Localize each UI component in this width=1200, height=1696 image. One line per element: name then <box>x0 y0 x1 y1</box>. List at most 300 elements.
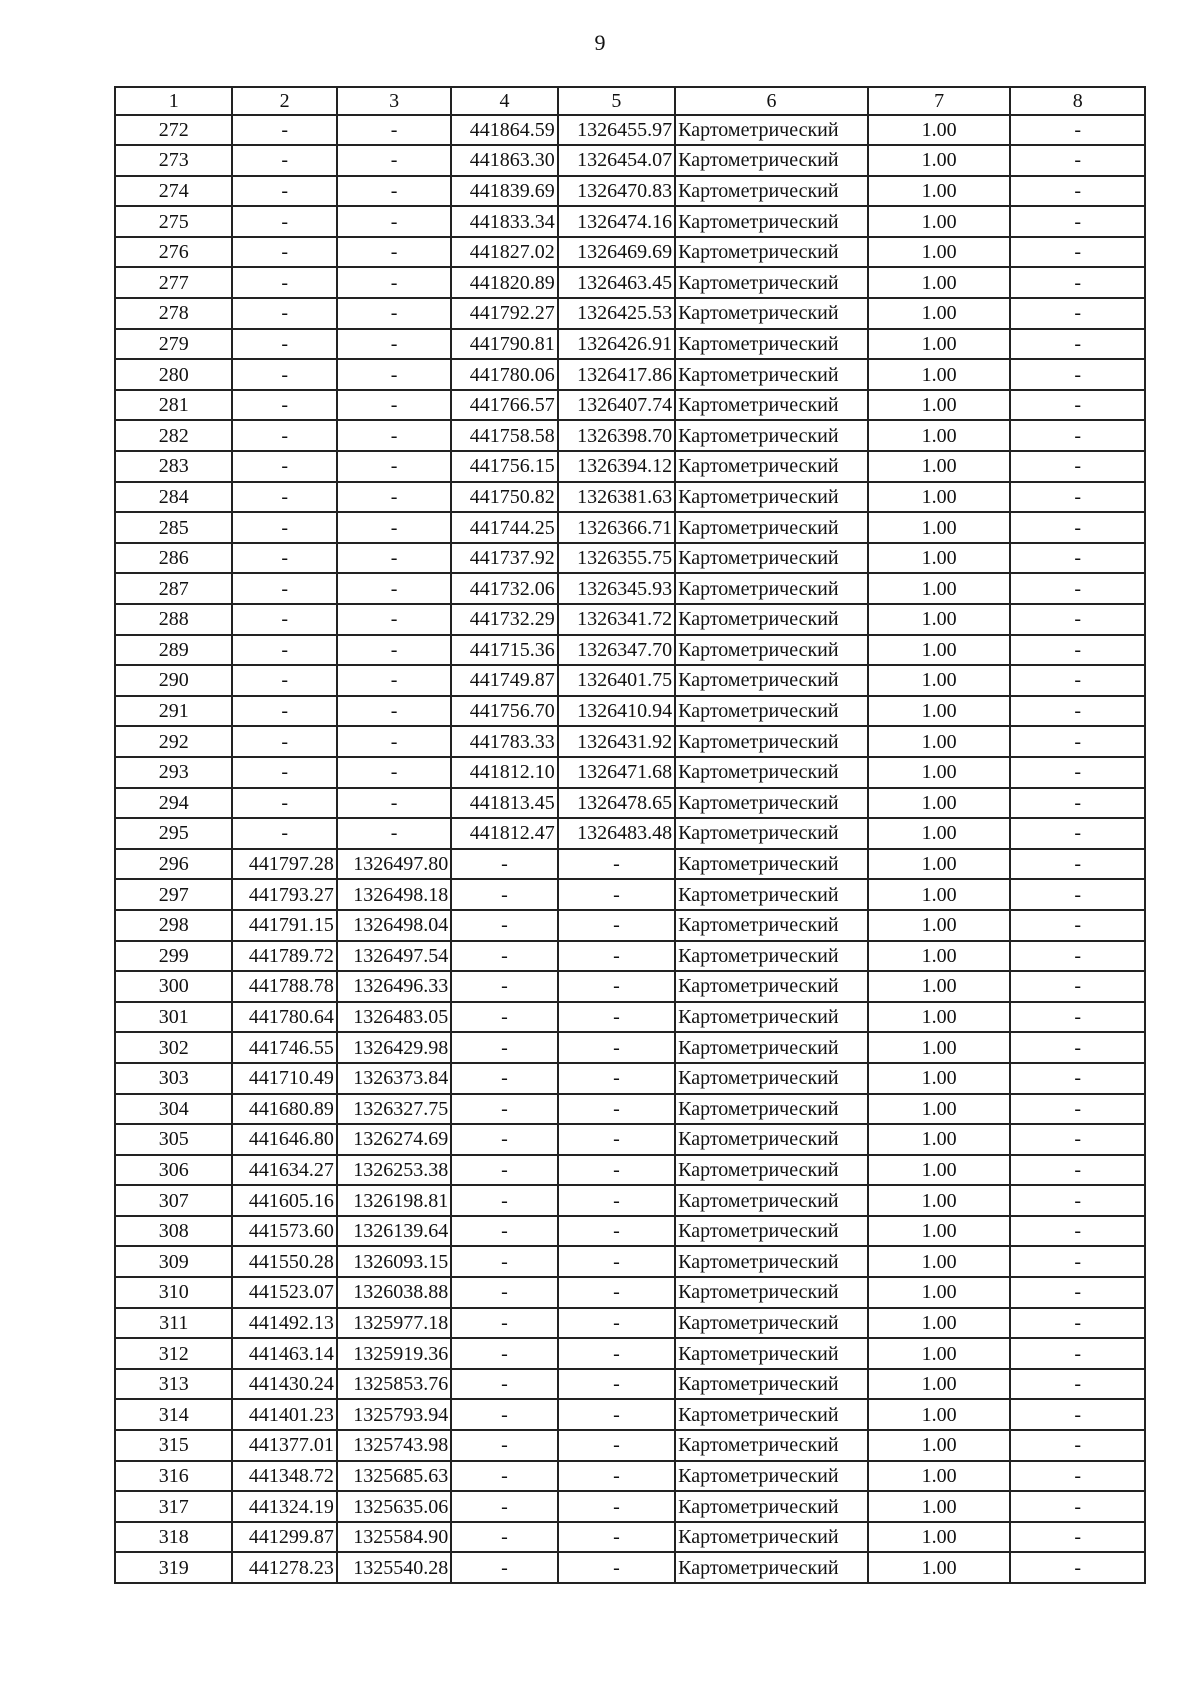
accuracy-cell: 1.00 <box>868 145 1011 176</box>
accuracy-cell: 1.00 <box>868 1552 1011 1583</box>
table-row <box>115 420 1145 451</box>
point-number-cell: 309 <box>115 1246 232 1277</box>
x-new-cell: - <box>451 1185 557 1216</box>
table-row <box>115 1032 1145 1063</box>
method-cell: Картометрический <box>675 726 868 757</box>
description-cell: - <box>1010 818 1145 849</box>
y-old-cell: - <box>337 482 451 513</box>
y-new-cell: - <box>558 1308 675 1339</box>
method-cell: Картометрический <box>675 696 868 727</box>
point-number-cell: 292 <box>115 726 232 757</box>
y-new-cell: 1326417.86 <box>558 359 675 390</box>
x-old-cell: - <box>232 237 336 268</box>
y-old-cell: - <box>337 115 451 146</box>
table-row <box>115 298 1145 329</box>
y-new-cell: - <box>558 849 675 880</box>
column-header: 8 <box>1010 87 1145 115</box>
point-number-cell: 303 <box>115 1063 232 1094</box>
y-new-cell: 1326407.74 <box>558 390 675 421</box>
x-old-cell: 441278.23 <box>232 1552 336 1583</box>
description-cell: - <box>1010 1399 1145 1430</box>
column-header: 3 <box>337 87 451 115</box>
point-number-cell: 280 <box>115 359 232 390</box>
point-number-cell: 274 <box>115 176 232 207</box>
coordinates-table <box>114 86 1146 1584</box>
method-cell: Картометрический <box>675 1002 868 1033</box>
y-old-cell: 1325853.76 <box>337 1369 451 1400</box>
description-cell: - <box>1010 1491 1145 1522</box>
x-old-cell: - <box>232 420 336 451</box>
method-cell: Картометрический <box>675 237 868 268</box>
x-new-cell: 441766.57 <box>451 390 557 421</box>
description-cell: - <box>1010 451 1145 482</box>
description-cell: - <box>1010 1216 1145 1247</box>
description-cell: - <box>1010 1461 1145 1492</box>
x-old-cell: - <box>232 818 336 849</box>
point-number-cell: 310 <box>115 1277 232 1308</box>
x-new-cell: - <box>451 849 557 880</box>
point-number-cell: 298 <box>115 910 232 941</box>
description-cell: - <box>1010 359 1145 390</box>
y-new-cell: - <box>558 941 675 972</box>
x-new-cell: 441792.27 <box>451 298 557 329</box>
y-new-cell: - <box>558 1216 675 1247</box>
x-new-cell: 441813.45 <box>451 788 557 819</box>
y-new-cell: - <box>558 1430 675 1461</box>
x-new-cell: 441790.81 <box>451 329 557 360</box>
y-old-cell: - <box>337 818 451 849</box>
description-cell: - <box>1010 390 1145 421</box>
description-cell: - <box>1010 696 1145 727</box>
point-number-cell: 285 <box>115 512 232 543</box>
method-cell: Картометрический <box>675 788 868 819</box>
accuracy-cell: 1.00 <box>868 1094 1011 1125</box>
point-number-cell: 275 <box>115 206 232 237</box>
y-new-cell: 1326454.07 <box>558 145 675 176</box>
x-old-cell: - <box>232 451 336 482</box>
accuracy-cell: 1.00 <box>868 1124 1011 1155</box>
method-cell: Картометрический <box>675 604 868 635</box>
y-old-cell: 1325977.18 <box>337 1308 451 1339</box>
accuracy-cell: 1.00 <box>868 1246 1011 1277</box>
point-number-cell: 288 <box>115 604 232 635</box>
description-cell: - <box>1010 420 1145 451</box>
x-new-cell: - <box>451 1032 557 1063</box>
description-cell: - <box>1010 206 1145 237</box>
point-number-cell: 306 <box>115 1155 232 1186</box>
accuracy-cell: 1.00 <box>868 1522 1011 1553</box>
table-row <box>115 696 1145 727</box>
x-old-cell: 441791.15 <box>232 910 336 941</box>
table-row <box>115 1399 1145 1430</box>
y-old-cell: 1325540.28 <box>337 1552 451 1583</box>
description-cell: - <box>1010 1369 1145 1400</box>
method-cell: Картометрический <box>675 573 868 604</box>
y-new-cell: - <box>558 1063 675 1094</box>
x-old-cell: 441324.19 <box>232 1491 336 1522</box>
x-new-cell: - <box>451 1461 557 1492</box>
y-new-cell: 1326366.71 <box>558 512 675 543</box>
y-old-cell: - <box>337 604 451 635</box>
x-old-cell: 441634.27 <box>232 1155 336 1186</box>
column-header: 2 <box>232 87 336 115</box>
y-old-cell: 1326497.54 <box>337 941 451 972</box>
y-new-cell: 1326381.63 <box>558 482 675 513</box>
y-new-cell: - <box>558 910 675 941</box>
description-cell: - <box>1010 757 1145 788</box>
table-row <box>115 451 1145 482</box>
y-old-cell: - <box>337 788 451 819</box>
y-old-cell: - <box>337 359 451 390</box>
y-new-cell: - <box>558 971 675 1002</box>
accuracy-cell: 1.00 <box>868 971 1011 1002</box>
y-new-cell: 1326347.70 <box>558 635 675 666</box>
x-new-cell: 441833.34 <box>451 206 557 237</box>
method-cell: Картометрический <box>675 1461 868 1492</box>
table-row <box>115 115 1145 146</box>
page-number: 9 <box>594 30 606 55</box>
y-old-cell: - <box>337 696 451 727</box>
y-old-cell: 1325743.98 <box>337 1430 451 1461</box>
x-new-cell: 441750.82 <box>451 482 557 513</box>
accuracy-cell: 1.00 <box>868 1369 1011 1400</box>
y-old-cell: - <box>337 237 451 268</box>
method-cell: Картометрический <box>675 1430 868 1461</box>
x-new-cell: 441783.33 <box>451 726 557 757</box>
x-old-cell: - <box>232 298 336 329</box>
method-cell: Картометрический <box>675 1063 868 1094</box>
column-header: 6 <box>675 87 868 115</box>
y-old-cell: - <box>337 329 451 360</box>
y-old-cell: - <box>337 451 451 482</box>
point-number-cell: 300 <box>115 971 232 1002</box>
table-row <box>115 512 1145 543</box>
x-old-cell: - <box>232 665 336 696</box>
method-cell: Картометрический <box>675 176 868 207</box>
accuracy-cell: 1.00 <box>868 1399 1011 1430</box>
description-cell: - <box>1010 237 1145 268</box>
description-cell: - <box>1010 329 1145 360</box>
method-cell: Картометрический <box>675 420 868 451</box>
method-cell: Картометрический <box>675 757 868 788</box>
x-new-cell: - <box>451 1094 557 1125</box>
y-new-cell: 1326478.65 <box>558 788 675 819</box>
table-row <box>115 788 1145 819</box>
accuracy-cell: 1.00 <box>868 1032 1011 1063</box>
x-old-cell: 441710.49 <box>232 1063 336 1094</box>
y-new-cell: - <box>558 1124 675 1155</box>
y-old-cell: - <box>337 176 451 207</box>
description-cell: - <box>1010 1430 1145 1461</box>
accuracy-cell: 1.00 <box>868 390 1011 421</box>
x-old-cell: - <box>232 757 336 788</box>
x-new-cell: 441864.59 <box>451 115 557 146</box>
point-number-cell: 305 <box>115 1124 232 1155</box>
table-row <box>115 1094 1145 1125</box>
point-number-cell: 317 <box>115 1491 232 1522</box>
x-old-cell: 441789.72 <box>232 941 336 972</box>
method-cell: Картометрический <box>675 267 868 298</box>
description-cell: - <box>1010 1032 1145 1063</box>
x-old-cell: - <box>232 482 336 513</box>
y-old-cell: 1326253.38 <box>337 1155 451 1186</box>
x-new-cell: - <box>451 1308 557 1339</box>
method-cell: Картометрический <box>675 1155 868 1186</box>
y-new-cell: 1326341.72 <box>558 604 675 635</box>
x-old-cell: - <box>232 726 336 757</box>
x-new-cell: - <box>451 1124 557 1155</box>
accuracy-cell: 1.00 <box>868 359 1011 390</box>
table-row <box>115 1124 1145 1155</box>
accuracy-cell: 1.00 <box>868 482 1011 513</box>
x-old-cell: - <box>232 206 336 237</box>
description-cell: - <box>1010 788 1145 819</box>
y-new-cell: 1326401.75 <box>558 665 675 696</box>
accuracy-cell: 1.00 <box>868 206 1011 237</box>
description-cell: - <box>1010 298 1145 329</box>
y-old-cell: 1326139.64 <box>337 1216 451 1247</box>
x-old-cell: 441746.55 <box>232 1032 336 1063</box>
accuracy-cell: 1.00 <box>868 1430 1011 1461</box>
x-new-cell: - <box>451 1399 557 1430</box>
description-cell: - <box>1010 1277 1145 1308</box>
x-old-cell: - <box>232 267 336 298</box>
table-row <box>115 1552 1145 1583</box>
accuracy-cell: 1.00 <box>868 788 1011 819</box>
x-old-cell: 441780.64 <box>232 1002 336 1033</box>
x-old-cell: - <box>232 359 336 390</box>
description-cell: - <box>1010 1094 1145 1125</box>
point-number-cell: 284 <box>115 482 232 513</box>
x-new-cell: - <box>451 1063 557 1094</box>
x-new-cell: 441839.69 <box>451 176 557 207</box>
method-cell: Картометрический <box>675 115 868 146</box>
point-number-cell: 297 <box>115 879 232 910</box>
y-old-cell: 1326429.98 <box>337 1032 451 1063</box>
point-number-cell: 291 <box>115 696 232 727</box>
table-row <box>115 1002 1145 1033</box>
y-old-cell: - <box>337 145 451 176</box>
y-new-cell: 1326455.97 <box>558 115 675 146</box>
table-row <box>115 635 1145 666</box>
y-old-cell: 1326497.80 <box>337 849 451 880</box>
y-new-cell: 1326431.92 <box>558 726 675 757</box>
accuracy-cell: 1.00 <box>868 635 1011 666</box>
method-cell: Картометрический <box>675 910 868 941</box>
x-old-cell: - <box>232 390 336 421</box>
description-cell: - <box>1010 1338 1145 1369</box>
table-row <box>115 1308 1145 1339</box>
point-number-cell: 299 <box>115 941 232 972</box>
y-old-cell: 1326498.18 <box>337 879 451 910</box>
y-new-cell: - <box>558 1277 675 1308</box>
point-number-cell: 308 <box>115 1216 232 1247</box>
y-new-cell: 1326398.70 <box>558 420 675 451</box>
description-cell: - <box>1010 267 1145 298</box>
accuracy-cell: 1.00 <box>868 726 1011 757</box>
table-row <box>115 1185 1145 1216</box>
point-number-cell: 304 <box>115 1094 232 1125</box>
x-old-cell: 441605.16 <box>232 1185 336 1216</box>
point-number-cell: 295 <box>115 818 232 849</box>
table-row <box>115 573 1145 604</box>
x-new-cell: - <box>451 1491 557 1522</box>
y-old-cell: - <box>337 665 451 696</box>
description-cell: - <box>1010 482 1145 513</box>
x-old-cell: 441377.01 <box>232 1430 336 1461</box>
x-new-cell: - <box>451 1246 557 1277</box>
x-old-cell: 441299.87 <box>232 1522 336 1553</box>
accuracy-cell: 1.00 <box>868 1461 1011 1492</box>
y-old-cell: 1326483.05 <box>337 1002 451 1033</box>
y-old-cell: 1325919.36 <box>337 1338 451 1369</box>
method-cell: Картометрический <box>675 329 868 360</box>
point-number-cell: 307 <box>115 1185 232 1216</box>
x-new-cell: 441758.58 <box>451 420 557 451</box>
y-new-cell: - <box>558 1399 675 1430</box>
point-number-cell: 282 <box>115 420 232 451</box>
x-old-cell: - <box>232 635 336 666</box>
accuracy-cell: 1.00 <box>868 910 1011 941</box>
method-cell: Картометрический <box>675 879 868 910</box>
x-old-cell: 441348.72 <box>232 1461 336 1492</box>
table-body <box>115 115 1145 1584</box>
point-number-cell: 290 <box>115 665 232 696</box>
y-old-cell: - <box>337 757 451 788</box>
x-old-cell: - <box>232 543 336 574</box>
method-cell: Картометрический <box>675 543 868 574</box>
point-number-cell: 276 <box>115 237 232 268</box>
point-number-cell: 318 <box>115 1522 232 1553</box>
x-new-cell: - <box>451 971 557 1002</box>
y-new-cell: 1326426.91 <box>558 329 675 360</box>
accuracy-cell: 1.00 <box>868 941 1011 972</box>
table-row <box>115 1461 1145 1492</box>
x-old-cell: - <box>232 696 336 727</box>
table-row <box>115 726 1145 757</box>
x-old-cell: 441430.24 <box>232 1369 336 1400</box>
y-old-cell: 1326198.81 <box>337 1185 451 1216</box>
accuracy-cell: 1.00 <box>868 115 1011 146</box>
method-cell: Картометрический <box>675 482 868 513</box>
table-row <box>115 879 1145 910</box>
x-old-cell: - <box>232 788 336 819</box>
accuracy-cell: 1.00 <box>868 237 1011 268</box>
description-cell: - <box>1010 573 1145 604</box>
method-cell: Картометрический <box>675 1552 868 1583</box>
table-row <box>115 665 1145 696</box>
method-cell: Картометрический <box>675 1124 868 1155</box>
y-new-cell: 1326463.45 <box>558 267 675 298</box>
x-old-cell: - <box>232 573 336 604</box>
x-old-cell: 441463.14 <box>232 1338 336 1369</box>
y-old-cell: - <box>337 420 451 451</box>
table-row <box>115 910 1145 941</box>
accuracy-cell: 1.00 <box>868 757 1011 788</box>
x-new-cell: - <box>451 879 557 910</box>
x-new-cell: - <box>451 1552 557 1583</box>
point-number-cell: 296 <box>115 849 232 880</box>
y-new-cell: - <box>558 1369 675 1400</box>
method-cell: Картометрический <box>675 818 868 849</box>
x-new-cell: - <box>451 1155 557 1186</box>
table-row <box>115 849 1145 880</box>
y-new-cell: - <box>558 1185 675 1216</box>
point-number-cell: 272 <box>115 115 232 146</box>
x-old-cell: 441523.07 <box>232 1277 336 1308</box>
y-old-cell: 1326274.69 <box>337 1124 451 1155</box>
table-row <box>115 1155 1145 1186</box>
method-cell: Картометрический <box>675 1369 868 1400</box>
method-cell: Картометрический <box>675 1277 868 1308</box>
accuracy-cell: 1.00 <box>868 1216 1011 1247</box>
accuracy-cell: 1.00 <box>868 879 1011 910</box>
table-row <box>115 1277 1145 1308</box>
table-header <box>115 87 1145 115</box>
method-cell: Картометрический <box>675 390 868 421</box>
description-cell: - <box>1010 1155 1145 1186</box>
description-cell: - <box>1010 1063 1145 1094</box>
x-new-cell: - <box>451 1216 557 1247</box>
description-cell: - <box>1010 941 1145 972</box>
table-row <box>115 145 1145 176</box>
description-cell: - <box>1010 1002 1145 1033</box>
description-cell: - <box>1010 1552 1145 1583</box>
accuracy-cell: 1.00 <box>868 818 1011 849</box>
accuracy-cell: 1.00 <box>868 1491 1011 1522</box>
y-new-cell: - <box>558 1002 675 1033</box>
y-old-cell: 1325793.94 <box>337 1399 451 1430</box>
x-old-cell: 441646.80 <box>232 1124 336 1155</box>
x-new-cell: 441812.47 <box>451 818 557 849</box>
y-new-cell: - <box>558 879 675 910</box>
y-new-cell: 1326469.69 <box>558 237 675 268</box>
description-cell: - <box>1010 115 1145 146</box>
y-old-cell: 1325685.63 <box>337 1461 451 1492</box>
header-row <box>115 87 1145 115</box>
accuracy-cell: 1.00 <box>868 512 1011 543</box>
table-row <box>115 1246 1145 1277</box>
method-cell: Картометрический <box>675 206 868 237</box>
point-number-cell: 319 <box>115 1552 232 1583</box>
x-new-cell: 441732.29 <box>451 604 557 635</box>
method-cell: Картометрический <box>675 1399 868 1430</box>
y-old-cell: 1326373.84 <box>337 1063 451 1094</box>
description-cell: - <box>1010 879 1145 910</box>
point-number-cell: 286 <box>115 543 232 574</box>
x-new-cell: 441749.87 <box>451 665 557 696</box>
method-cell: Картометрический <box>675 512 868 543</box>
table-row <box>115 543 1145 574</box>
x-old-cell: 441401.23 <box>232 1399 336 1430</box>
x-new-cell: 441780.06 <box>451 359 557 390</box>
table-row <box>115 818 1145 849</box>
description-cell: - <box>1010 176 1145 207</box>
table-row <box>115 359 1145 390</box>
table-row <box>115 757 1145 788</box>
accuracy-cell: 1.00 <box>868 1063 1011 1094</box>
y-old-cell: 1325584.90 <box>337 1522 451 1553</box>
accuracy-cell: 1.00 <box>868 1338 1011 1369</box>
x-old-cell: - <box>232 512 336 543</box>
table-row <box>115 1063 1145 1094</box>
y-new-cell: 1326410.94 <box>558 696 675 727</box>
y-old-cell: 1326038.88 <box>337 1277 451 1308</box>
y-new-cell: - <box>558 1246 675 1277</box>
y-new-cell: - <box>558 1461 675 1492</box>
x-new-cell: - <box>451 1430 557 1461</box>
point-number-cell: 312 <box>115 1338 232 1369</box>
